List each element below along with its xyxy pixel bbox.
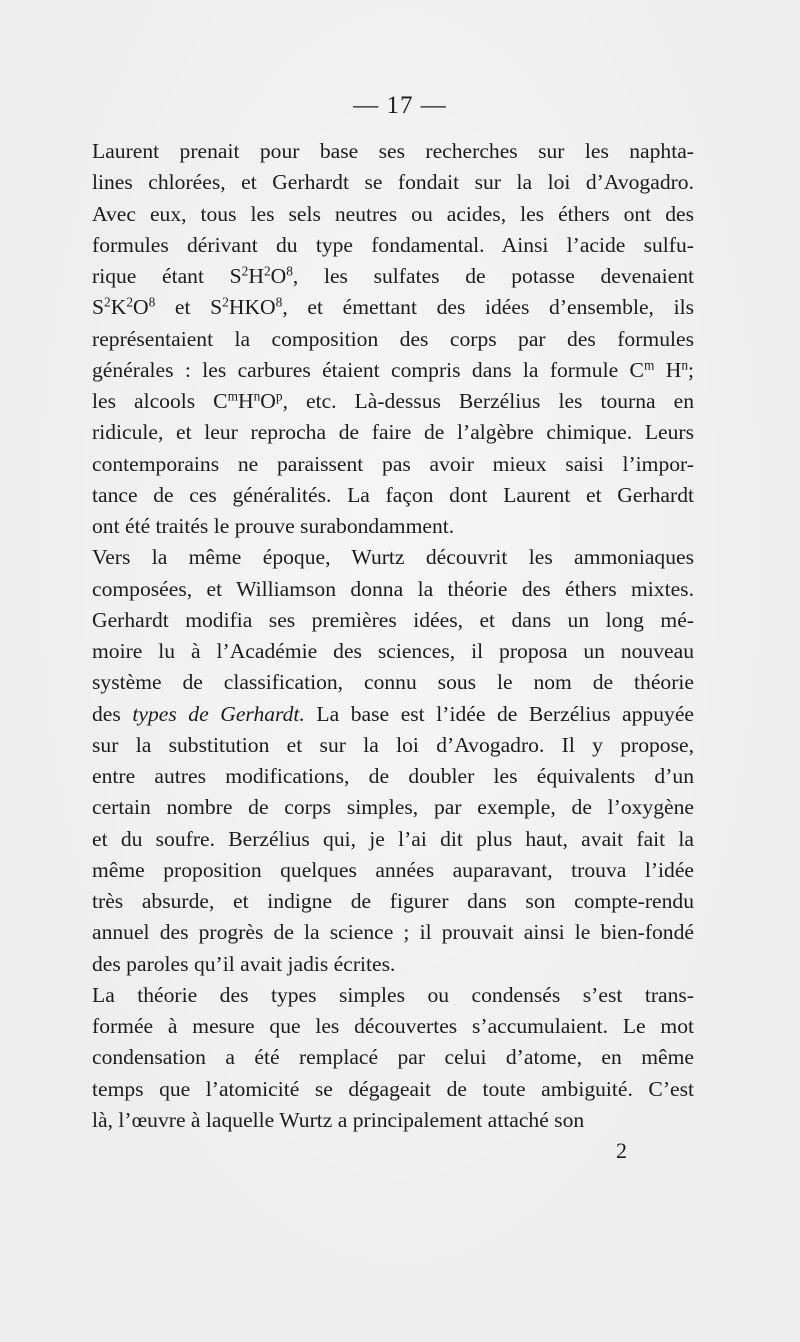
text-segment: représentaient la composition des corps par des formules [92,326,694,351]
text-segment: moire lu à l’Académie des sciences, il proposa un nouveau [92,639,694,663]
text-segment: et du soufre. Berzélius qui, je l’ai dit plus haut, avait fait la [92,826,694,851]
text-segment: composées, et Williamson donna la théorie des éthers mixtes. [92,576,694,601]
text-segment: H [654,357,682,382]
text-segment: des paroles qu’il avait jadis écrites. [92,951,396,976]
text-line [72,980,694,1011]
text-segment: H [248,264,264,288]
text-line [72,1074,694,1105]
text-segment: lines chlorées, et Gerhardt se fondait sur la loi d’Avogadro. [92,170,694,195]
text-line [72,761,694,792]
text-segment: Vers la même époque, Wurtz découvrit les ammoniaques [92,545,694,570]
superscript: n [681,357,688,373]
body-text [72,136,694,1136]
text-segment: La théorie des types simples ou condensés s’est trans- [92,982,694,1007]
text-line [72,667,694,698]
text-segment: temps que l’atomicité se dégageait de toute ambiguité. C’est [92,1076,694,1101]
text-segment: annuel des progrès de la science ; il prouvait ainsi le bien-fondé [92,920,694,945]
text-line [72,136,694,167]
text-segment: H [237,389,254,413]
text-line [72,355,694,386]
superscript: m [643,357,655,373]
superscript: 2 [104,294,111,310]
text-line [72,855,694,886]
text-segment: les alcools C [92,389,228,413]
text-line [72,542,694,573]
superscript: 2 [126,294,133,310]
text-line [72,167,694,198]
text-segment: formée à mesure que les découvertes s’accumulaient. Le mot [92,1014,694,1038]
text-segment: Gerhardt modifia ses premières idées, et dans un long mé- [92,607,694,632]
text-line [72,605,694,636]
superscript: 8 [148,294,156,310]
text-line [72,824,694,855]
text-segment: S [92,295,105,320]
text-line [72,636,694,667]
paragraph [72,136,694,542]
text-line [72,699,694,730]
text-line [72,730,694,761]
superscript: 8 [286,263,293,279]
italic-text: types de Gerhardt. [132,701,305,726]
text-line [72,230,694,261]
text-segment: K [110,295,127,320]
text-line [72,417,694,448]
text-line [72,480,694,511]
text-segment: certain nombre de corps simples, par exemple, de l’oxygène [92,795,694,820]
superscript: 8 [275,294,283,310]
superscript: 2 [241,263,249,279]
signature-mark: 2 [616,1138,627,1163]
text-line [72,324,694,355]
superscript: p [275,388,283,404]
text-segment: système de classification, connu sous le nom de théorie [92,670,694,695]
text-segment: ; [688,357,694,382]
text-line [72,199,694,230]
text-line [72,917,694,948]
text-segment: , etc. Là-dessus Berzélius les tourna en [282,389,695,413]
superscript: m [227,388,238,404]
text-line [72,511,694,542]
text-segment: O [133,295,149,320]
text-segment: et S [155,295,223,320]
text-segment: tance de ces généralités. La façon dont Laurent et Gerhardt [92,482,694,507]
text-segment: très absurde, et indigne de figurer dans son compte-rendu [92,889,694,913]
text-segment: La base est l’idée de Berzélius appuyée [304,701,694,726]
text-segment: condensation a été remplacé par celui d’atome, en même [92,1045,694,1070]
text-line [72,261,694,292]
text-line [72,386,694,417]
text-line [72,792,694,823]
text-segment: sur la substitution et sur la loi d’Avogadro. Il y propose, [92,732,694,757]
superscript: 2 [263,263,271,279]
text-segment: rique étant S [92,264,242,288]
text-segment: Laurent prenait pour base ses recherches sur les naphta- [92,139,694,163]
text-segment: O [270,264,287,288]
text-segment: , et émettant des idées d’ensemble, ils [282,295,694,320]
text-segment: entre autres modifications, de doubler les équivalents d’un [92,764,694,788]
text-line [72,1042,694,1073]
paragraph [72,542,694,980]
text-line [72,292,694,323]
text-segment: ridicule, et leur reprocha de faire de l’algèbre chimique. Leurs [92,420,694,445]
text-segment: générales : les carbures étaient compris dans la formule C [92,357,644,382]
paragraph [72,980,694,1136]
text-segment: HKO [228,295,276,320]
text-segment: Avec eux, tous les sels neutres ou acides, les éthers ont des [92,201,694,226]
text-line [72,886,694,917]
page-number: — 17 — [353,92,447,119]
text-segment: formules dérivant du type fondamental. Ainsi l’acide sulfu- [92,232,694,257]
text-line [72,1105,694,1136]
text-segment: contemporains ne paraissent pas avoir mieux saisi l’impor- [92,451,694,476]
text-segment: même proposition quelques années auparavant, trouva l’idée [92,857,694,882]
text-line [72,1011,694,1042]
superscript: 2 [222,294,229,310]
text-segment: ont été traités le prouve surabondamment. [92,514,455,538]
text-segment: là, l’œuvre à laquelle Wurtz a principalement attaché son [92,1107,585,1132]
text-line [72,949,694,980]
text-segment: O [260,389,276,413]
text-line [72,574,694,605]
text-line [72,449,694,480]
text-segment: des [92,701,133,726]
superscript: n [253,388,261,404]
text-segment: , les sulfates de potasse devenaient [292,264,694,288]
